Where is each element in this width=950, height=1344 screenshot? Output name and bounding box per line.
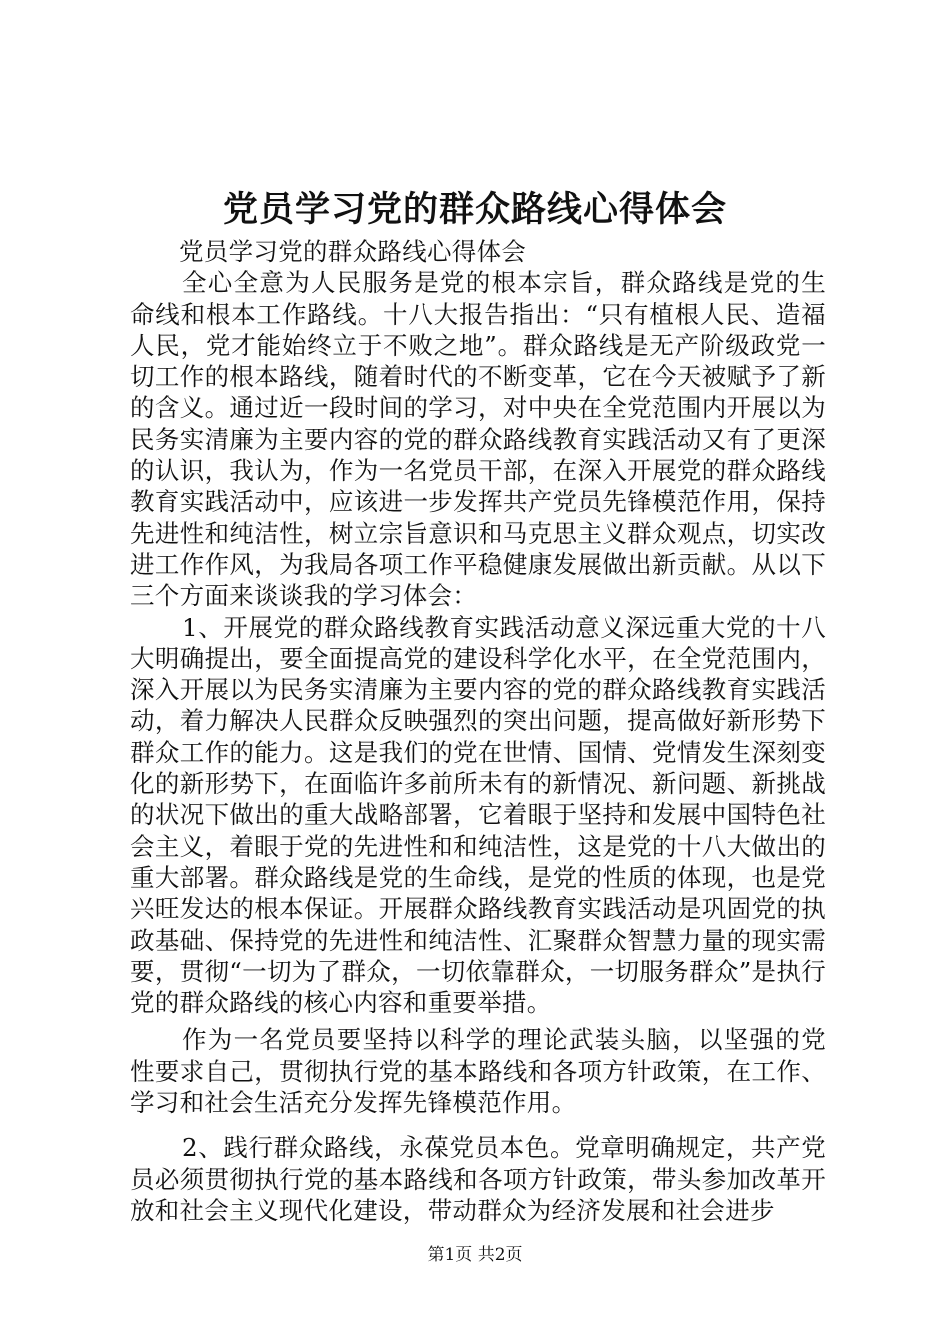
paragraph-party-member: 作为一名党员要坚持以科学的理论武装头脑，以坚强的党性要求自己，贯彻执行党的基本路线和各项方针政策，在工作、学习和社会生活充分发挥先锋模范作用。 (130, 1025, 826, 1118)
paragraph-subtitle: 党员学习党的群众路线心得体会 (179, 237, 527, 266)
page-number-footer: 第1页 共2页 (427, 1245, 523, 1265)
paragraph-section-1: 1、开展党的群众路线教育实践活动意义深远重大党的十八大明确提出，要全面提高党的建设科学化水平，在全党范围内，深入开展以为民务实清廉为主要内容的党的群众路线教育实践活动，着力解决人民群众反映强烈的突出问题，提高做好新形势下群众工作的能力。这是我们的党在世情、国情、党情发生深刻变化的新形势下，在面临许多前所未有的新情况、新问题、新挑战的状况下做出的重大战略部署，它着眼于坚持和发展中国特色社会主义，着眼于党的先进性和和纯洁性，这是党的十八大做出的重大部署。群众路线是党的生命线，是党的性质的体现，也是党兴旺发达的根本保证。开展群众路线教育实践活动是巩固党的执政基础、保持党的先进性和纯洁性、汇聚群众智慧力量的现实需要，贯彻“一切为了群众，一切依靠群众，一切服务群众”是执行党的群众路线的核心内容和重要举措。 (130, 612, 826, 1018)
paragraph-section-2: 2、践行群众路线，永葆党员本色。党章明确规定，共产党员必须贯彻执行党的基本路线和各项方针政策，带头参加改革开放和社会主义现代化建设，带动群众为经济发展和社会进步 (130, 1133, 826, 1225)
paragraph-intro: 全心全意为人民服务是党的根本宗旨，群众路线是党的生命线和根本工作路线。十八大报告指出：“只有植根人民、造福人民，党才能始终立于不败之地”。群众路线是无产阶级政党一切工作的根本路线，随着时代的不断变革，它在今天被赋予了新的含义。通过近一段时间的学习，对中央在全党范围内开展以为民务实清廉为主要内容的党的群众路线教育实践活动又有了更深的认识，我认为，作为一名党员干部，在深入开展党的群众路线教育实践活动中，应该进一步发挥共产党员先锋模范作用，保持先进性和纯洁性，树立宗旨意识和马克思主义群众观点，切实改进工作作风，为我局各项工作平稳健康发展做出新贡献。从以下三个方面来谈谈我的学习体会： (130, 268, 827, 611)
document-title: 党员学习党的群众路线心得体会 (222, 190, 727, 230)
document-body (130, 236, 826, 1226)
